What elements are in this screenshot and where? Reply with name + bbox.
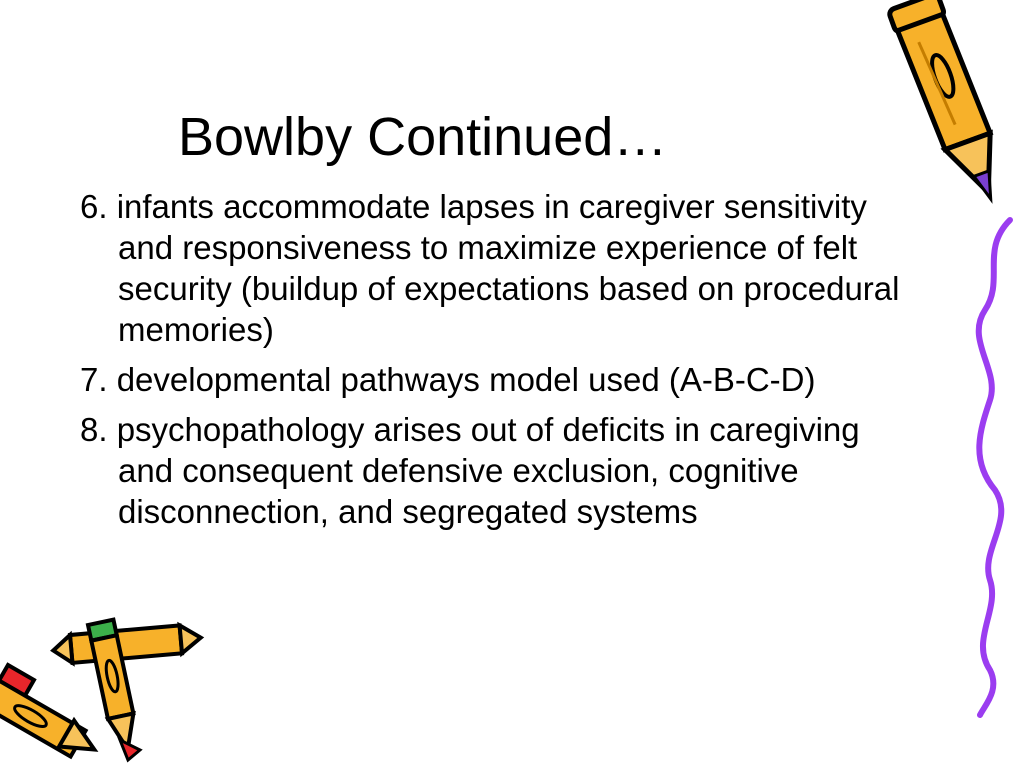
pencil-cluster-icon [0,615,210,768]
list-item: 7. developmental pathways model used (A-B-C-D) [80,361,816,398]
slide-title: Bowlby Continued… [178,107,668,167]
bullet-list [80,186,920,541]
squiggle-line [960,220,1024,720]
list-item: 6. infants accommodate lapses in caregiver sensitivity and responsiveness to maximize experience of felt security (buildup of expectations based on procedural memories) [80,188,900,348]
list-item: 8. psychopathology arises out of deficits in caregiving and consequent defensive exclusion, cognitive disconnection, and segregated systems [80,411,860,530]
